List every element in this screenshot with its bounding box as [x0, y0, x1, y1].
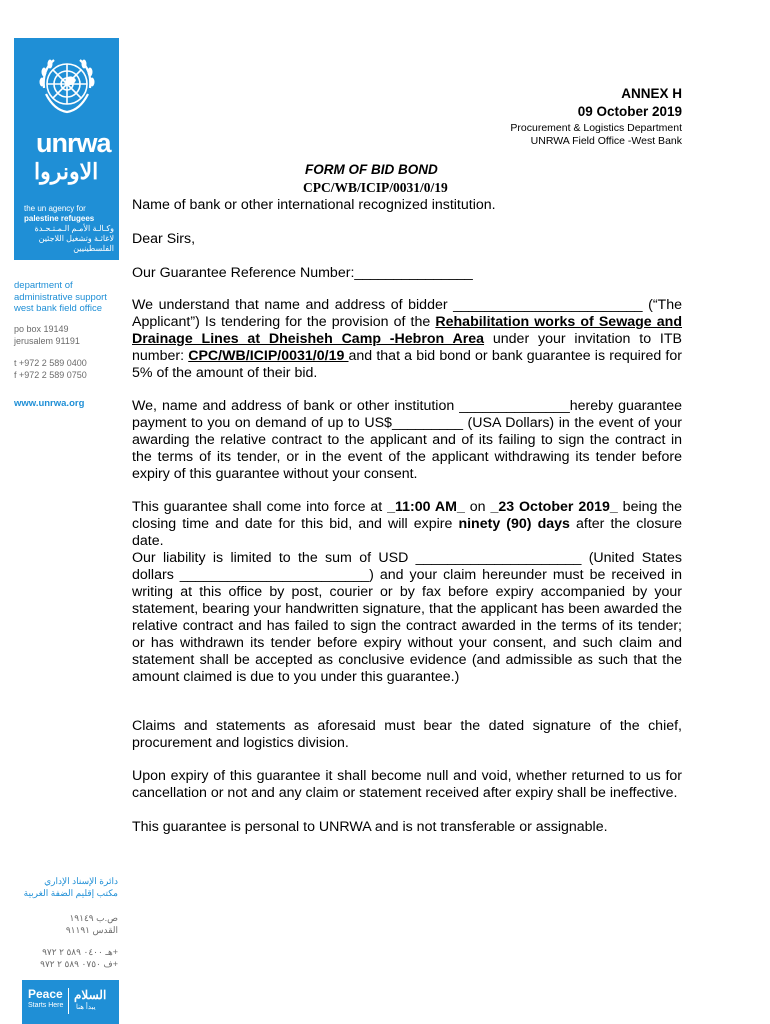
agency-ar-line: لاغاثـة وتشغيل اللاجئين الفلسطينيين: [38, 234, 114, 253]
phone-number: t +972 2 589 0400: [14, 358, 87, 368]
dept-line: department of: [14, 280, 73, 291]
dept-ar-line: دائرة الإسناد الإداري: [44, 876, 118, 886]
paragraph-text: We understand that name and address of bidder ________________________ (“The Applicant”) Is tendering for the provision of the: [132, 297, 682, 330]
form-reference: CPC/WB/ICIP/0031/0/19: [303, 180, 448, 195]
peace-starts-here-badge: [22, 980, 119, 1024]
guarantee-reference-line: Our Guarantee Reference Number:_______________: [132, 265, 473, 281]
contact-numbers-ar: [10, 946, 118, 970]
peace-sub-ar: يبدأ هنا: [76, 1004, 96, 1011]
postal-address: [14, 324, 80, 347]
annex-label: ANNEX H: [621, 86, 682, 101]
closing-time: _11:00 AM_: [387, 499, 465, 515]
validity-period: ninety (90) days: [458, 516, 570, 532]
contact-numbers: [14, 358, 87, 381]
paragraph-text: under your invitation to ITB number:: [132, 331, 682, 364]
paragraph-text: and that a bid bond or bank guarantee is required for 5% of the amount of their bid.: [132, 348, 682, 381]
po-box-ar: ص.ب ١٩١٤٩: [69, 913, 118, 923]
dept-line: administrative support: [14, 291, 107, 303]
paragraph-validity: [132, 499, 682, 550]
department-address-ar: [10, 875, 118, 899]
document-date: 09 October 2019: [577, 104, 682, 119]
salutation: Dear Sirs,: [132, 231, 196, 247]
paragraph-text: This guarantee shall come into force at: [132, 499, 388, 515]
website-link[interactable]: www.unrwa.org: [14, 398, 85, 409]
paragraph-non-transferable: This guarantee is personal to UNRWA and is not transferable or assignable.: [132, 819, 608, 835]
peace-label-ar: السلام: [74, 988, 107, 1002]
agency-line: the un agency for: [24, 204, 86, 213]
phone-number-ar: هـ ٠٤٠٠ ٥٨٩ ٢ ٩٧٢+: [42, 947, 118, 957]
agency-tagline: [24, 204, 94, 224]
paragraph-text: on: [464, 499, 491, 515]
unrwa-logo-block: [14, 38, 119, 260]
postal-address-ar: [10, 912, 118, 936]
paragraph-expiry: Upon expiry of this guarantee it shall become null and void, whether returned to us for cancellation or not and any claim or statement received after expiry shall be ineffective.: [132, 768, 682, 801]
agency-tagline-ar: [24, 224, 114, 254]
paragraph-applicant: [132, 297, 682, 382]
bank-name-line: Name of bank or other international recognized institution.: [132, 197, 496, 213]
fax-number-ar: ف ٠٧٥٠ ٥٨٩ ٢ ٩٧٢+: [40, 959, 118, 969]
logo-wordmark-ar: الاونروا: [34, 159, 99, 184]
project-name: Rehabilitation works of Sewage and Drainage Lines at Dheisheh Camp -Hebron Area: [132, 314, 682, 347]
paragraph-liability: Our liability is limited to the sum of USD _____________________ (United States dollars ________________________) and your claim hereunder must be received in writing at this office by post, courier or by fax before expiry accompanied by your statement, bearing your handwritten signature, that the applicant has been awarded the relative contract and has failed to sign the contract awarded in the terms of its tender; or has withdrawn its tender before expiry without your consent, and such claim and statement shall be accepted as conclusive evidence (and admissible as such that the amount claimed is due to you under this guarantee.): [132, 550, 682, 685]
letterhead-sidebar: [0, 0, 125, 1024]
peace-sub-en: Starts Here: [28, 1002, 64, 1009]
paragraph-payment: We, name and address of bank or other institution ______________hereby guarantee payment to you on demand of up to US$_________ (USA Dollars) in the event of your awarding the relative contract to the applicant and of its failing to sign the contract in the terms of its tender, or in the event of the applicant withdrawing its tender before expiry of this guarantee without your consent.: [132, 398, 682, 482]
department-name: Procurement & Logistics Department: [510, 122, 682, 134]
un-emblem-icon: [32, 52, 102, 122]
office-name: UNRWA Field Office -West Bank: [530, 135, 682, 147]
paragraph-text: after the closure date.: [132, 516, 682, 549]
department-address: [14, 280, 107, 315]
closing-date: _23 October 2019_: [490, 499, 618, 515]
po-box: po box 19149: [14, 324, 69, 334]
agency-ar-line: وكـالـة الأمـم الـمـتـحـدة: [34, 224, 114, 233]
badge-divider: [68, 988, 69, 1014]
fax-number: f +972 2 589 0750: [14, 369, 87, 380]
paragraph-claims: Claims and statements as aforesaid must bear the dated signature of the chief, procurement and logistics division.: [132, 718, 682, 751]
paragraph-text: being the closing time and date for this bid, and will expire: [132, 499, 683, 532]
form-title: FORM OF BID BOND: [305, 162, 438, 177]
city: jerusalem 91191: [14, 335, 80, 346]
itb-number: CPC/WB/ICIP/0031/0/19: [188, 348, 349, 364]
peace-label-en: Peace: [28, 987, 63, 1001]
city-ar: القدس ٩١١٩١: [65, 925, 118, 935]
dept-ar-line: مكتب إقليم الضفة الغربية: [23, 888, 118, 898]
logo-wordmark-en: unrwa: [36, 128, 111, 158]
dept-line: west bank field office: [14, 303, 103, 314]
agency-line: palestine refugees: [24, 214, 95, 223]
